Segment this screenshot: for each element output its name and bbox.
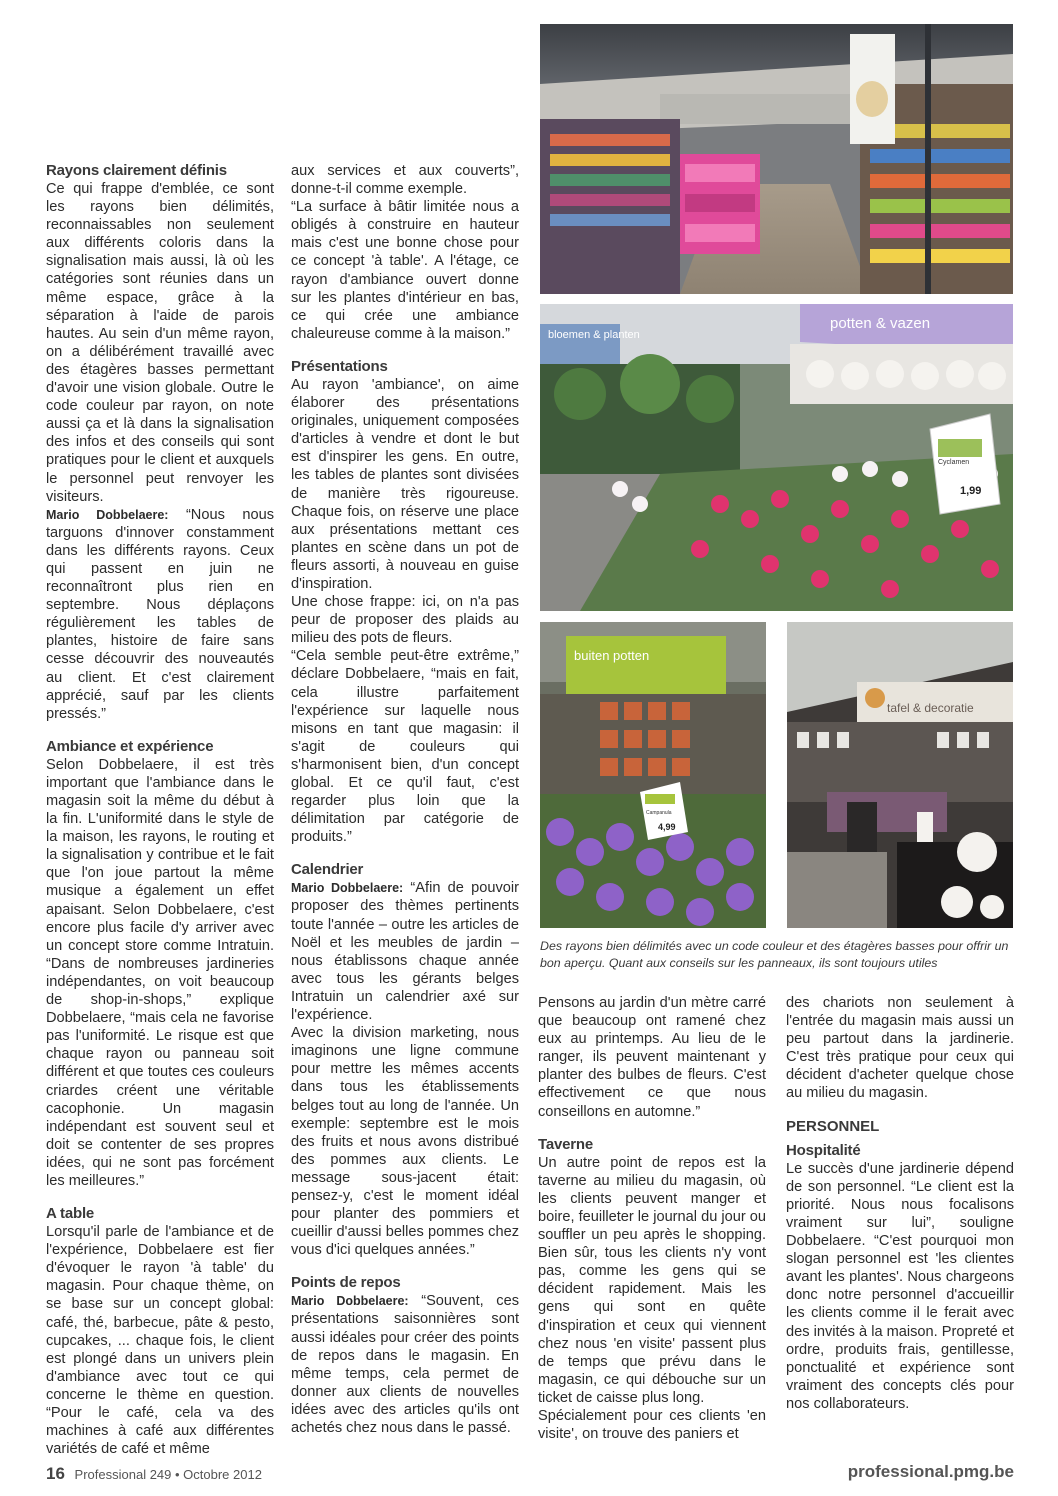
sign-campanula: Campanula	[646, 810, 672, 816]
heading-taverne: Taverne	[538, 1135, 594, 1153]
photo-store-aisle	[540, 24, 1013, 294]
heading-presentations: Présentations	[291, 357, 388, 375]
paragraph: Spécialement pour ces clients 'en visite', on trouve des paniers et	[538, 1407, 766, 1443]
paragraph: Lorsqu'il parle de l'ambiance et de l'expérience, Dobbelaere est fier d'évoquer le rayon 'à table' du magasin. Pour chaque thème, on se base sur un concept global: café, thé, barbecue, pâte & pesto, cupcakes, ... chaque fois, le client est plongé dans un univers plein d'ambiance avec tout ce qui concerne le thème en question. “Pour le café, cela va des machines à café aux différentes variétés de café et même	[46, 1224, 274, 1458]
sign-tafel-decoratie: tafel & decoratie	[887, 701, 974, 715]
sign-bloemen-planten: bloemen & planten	[548, 329, 640, 341]
price-campanula: 4,99	[658, 822, 676, 832]
quote-text: “Souvent, ces présentations saisonnières sont aussi idéales pour créer des points de repos dans le magasin. En même temps, cela permet de donner aux clients de nouvelles idées avec des articles qu'ils ont achetés chez nous dans le passé.	[291, 1293, 519, 1436]
magazine-issue: Professional 249 • Octobre 2012	[74, 1467, 262, 1482]
paragraph: Une chose frappe: ici, on n'a pas peur de proposer des plaids au milieu des pots de fleurs.	[291, 594, 519, 647]
paragraph: Ce qui frappe d'emblée, ce sont les rayons bien délimités, reconnaissables non seulement aux différents coloris dans la signalisation mais aussi, là où les catégories sont réunies dans un même espace, grâce à la séparation à l'aide de parois hautes. Au sein d'un même rayon, on a délibérément travaillé avec des étagères basses permettant d'avoir une vision globale. Outre le code couleur par rayon, on note aussi ça et là dans la signalisation des infos et des conseils qui sont pratiques pour le client et auxquels le personnel peut renvoyer les visiteurs.	[46, 181, 274, 505]
speaker-name: Mario Dobbelaere:	[46, 507, 169, 522]
heading-hospitalite: Hospitalité	[786, 1141, 861, 1159]
paragraph	[46, 506, 274, 723]
paragraph: Le succès d'une jardinerie dépend de son personnel. “Le client est la priorité. Nous nous focalisons vraiment sur lui”, souligne Dobbelaere. “C'est pourquoi mon slogan personnel est 'les clientes avant les plantes'. Nous chargeons donc notre personnel d'accueillir les clients comme il le ferait avec des invités à la maison. Propreté et ordre, produits frais, gentillesse, ponctualité et expérience sont vraiment des concepts clés pour nos collaborateurs.	[786, 1160, 1014, 1412]
paragraph	[291, 1292, 519, 1437]
photo-caption: Des rayons bien délimités avec un code couleur et des étagères basses pour offrir un bon aperçu. Quant aux conseils sur les panneaux, ils sont toujours utiles	[540, 939, 1009, 970]
heading-a-table: A table	[46, 1205, 95, 1223]
article-column-4	[786, 994, 1014, 1413]
footer-left	[46, 1464, 262, 1484]
photo-plants-and-pots	[540, 304, 1013, 611]
photo-table-decoration	[787, 622, 1013, 928]
section-personnel: PERSONNEL	[786, 1117, 880, 1135]
page-number: 16	[46, 1464, 65, 1483]
paragraph: Avec la division marketing, nous imaginons une ligne commune pour mettre les mêmes accents dans tous les établissements belges tout au long de l'année. Un exemple: septembre est le mois des fruits et nous avons distribué des pommes aux clients. Le message sous-jacent était: pensez-y, c'est le moment idéal pour planter des pommiers et cueillir d'aussi belles pommes chez vous d'ici quelques années.”	[291, 1025, 519, 1259]
paragraph: Au rayon 'ambiance', on aime élaborer des présentations originales, uniquement composées d'articles à vendre et dont le but est d'inspirer les gens. En outre, les tables de plantes sont divisées de manière très rigoureuse. Chaque fois, on réserve une place aux présentations mettant ces plantes en scène dans un pot de fleurs assorti, à nouveau en guise d'inspiration.	[291, 376, 519, 592]
quote-text: “Afin de pouvoir proposer des thèmes pertinents toute l'année – outre les articles de Noël et les meubles de jardin – nous établissons chaque année avec tous les gérants belges Intratuin un calendrier axé sur l'expérience.	[291, 880, 519, 1024]
price-cyclamen: 1,99	[960, 485, 982, 497]
speaker-name: Mario Dobbelaere:	[291, 881, 404, 896]
paragraph: “Cela semble peut-être extrême,” déclare Dobbelaere, “mais en fait, cela illustre parfaitement l'expérience sur laquelle nous misons en tant que magasin: il s'agit de couleurs qui s'harmonisent bien, d'un concept global. Et ce qu'il faut, c'est regarder plus loin que la délimitation par catégorie de produits.”	[291, 648, 519, 846]
paragraph: des chariots non seulement à l'entrée du magasin mais aussi un peu partout dans la jardinerie. C'est très pratique pour ceux qui décident d'acheter quelque chose au milieu du magasin.	[786, 995, 1014, 1102]
article-column-1	[46, 162, 274, 1458]
sign-buiten-potten: buiten potten	[574, 648, 650, 663]
paragraph: Selon Dobbelaere, il est très important que l'ambiance dans le magasin soit la même du début à la fin. L'uniformité dans le style de la maison, les rayons, le routing et la signalisation y contribue et le fait que l'on joue partout la même musique a également un effet apaisant. Selon Dobbelaere, c'est encore plus facile d'y arriver avec un concept store comme Intratuin. “Dans de nombreuses jardineries indépendantes, on voit beaucoup de shop-in-shops,” explique Dobbelaere, “mais cela ne favorise pas l'uniformité. Le risque est que chaque rayon ou panneau soit différent et que toutes ces couleurs criardes créent une véritable cacophonie. Un magasin indépendant est souvent seul et doit se contenter de ses propres idées, qui ne sont pas forcément les meilleures.”	[46, 756, 274, 1189]
sign-potten-vazen: potten & vazen	[830, 315, 931, 332]
quote-text: “Nous nous targuons d'innover constamment dans les différents rayons. Ceux qui passent en juin ne reconnaîtront plus rien en septembre. Nous déplaçons régulièrement les tables de plantes, histoire de faire sans cesse découvrir des nouveautés au client. Et c'est clairement apprécié, sauf par les clients pressés.”	[46, 506, 274, 722]
article-column-2	[291, 162, 519, 1437]
heading-points-de-repos: Points de repos	[291, 1274, 401, 1292]
speaker-name: Mario Dobbelaere:	[291, 1294, 409, 1309]
paragraph	[291, 879, 519, 1024]
heading-calendrier: Calendrier	[291, 861, 364, 879]
heading-ambiance: Ambiance et expérience	[46, 737, 214, 755]
footer-website: professional.pmg.be	[847, 1462, 1014, 1481]
paragraph: aux services et aux couverts”, donne-t-il comme exemple.	[291, 163, 519, 198]
paragraph: Pensons au jardin d'un mètre carré que beaucoup ont ramené chez eux au printemps. Au lieu de le ranger, ils peuvent maintenant y planter des bulbes de fleurs. C'est effectivement ce que nous conseillons en automne.”	[538, 995, 766, 1120]
paragraph: Un autre point de repos est la taverne au milieu du magasin, où les clients peuvent manger et boire, feuilleter le journal du jour ou souffler un peu après le shopping. Bien sûr, tous les clients n'y vont pas, comme les gens qui se décident rapidement. Mais les gens qui sont en quête d'inspiration et ceux qui viennent chez nous 'en visite' passent plus de temps que prévu dans le magasin, ce qui débouche sur un ticket de caisse plus long.	[538, 1154, 766, 1406]
paragraph: “La surface à bâtir limitée nous a obligés à construire en hauteur mais c'est une bonne chose pour ce concept 'à table'. A l'étage, ce rayon d'ambiance ouvert donne sur les plantes d'intérieur en bas, ce qui crée une ambiance chaleureuse comme à la maison.”	[291, 199, 519, 342]
article-column-3	[538, 994, 766, 1443]
heading-rayons: Rayons clairement définis	[46, 162, 227, 179]
photo-outdoor-pots	[540, 622, 766, 928]
sign-cyclamen: Cyclamen	[938, 459, 970, 466]
